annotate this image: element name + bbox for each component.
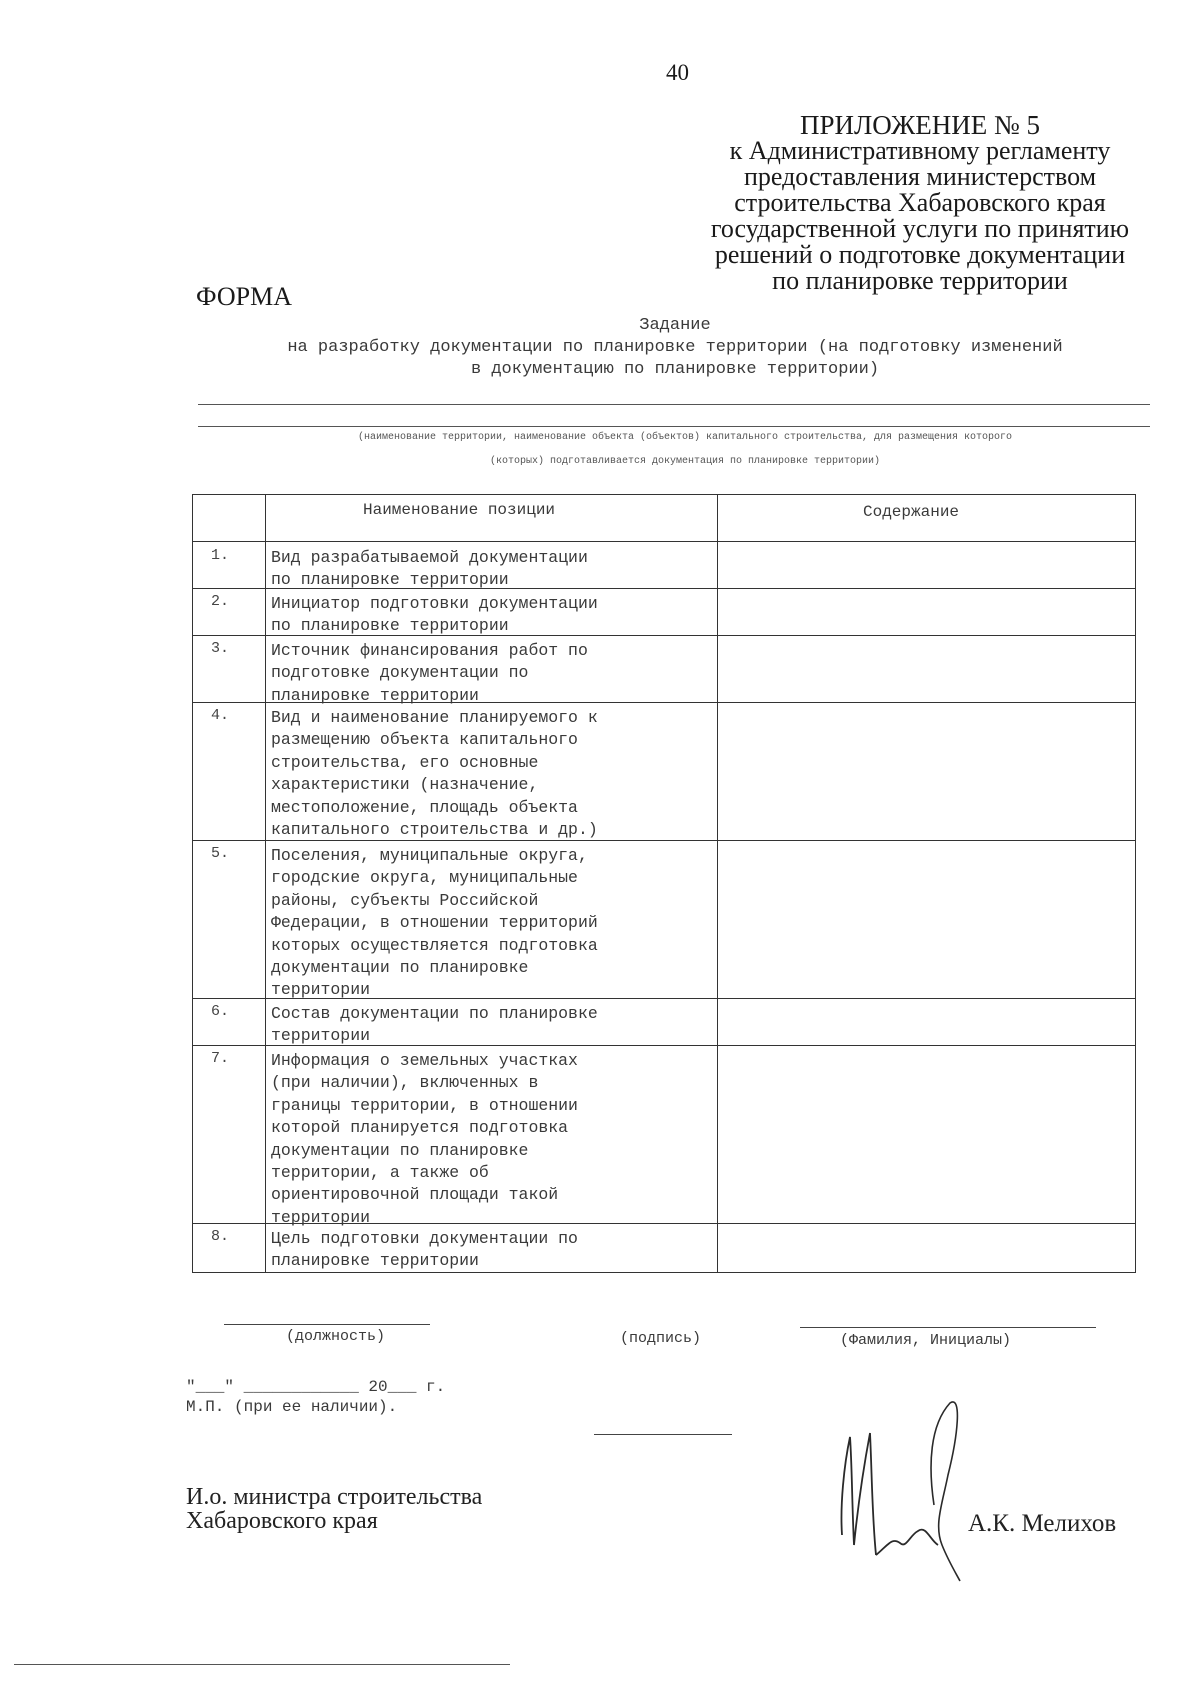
row-position: Вид разрабатываемой документации по планировке территории [271, 548, 588, 590]
table-column-divider-2 [717, 495, 718, 1272]
position-caption: (должность) [286, 1328, 386, 1345]
appendix-header [640, 112, 1200, 294]
minister-title-line-2: Хабаровского края [186, 1508, 378, 1534]
row-number: 7. [211, 1050, 230, 1067]
date-line: "___" ____________ 20___ г. [186, 1378, 446, 1396]
appendix-line-6: решений о подготовке документации [714, 240, 1126, 269]
header-content: Содержание [863, 503, 960, 521]
header-position: Наименование позиции [363, 501, 556, 519]
form-label: ФОРМА [196, 282, 292, 311]
task-line-2: в документацию по планировке территории) [470, 360, 880, 379]
minister-title [186, 1485, 482, 1533]
row-number: 2. [211, 593, 230, 610]
signature-caption: (подпись) [620, 1330, 702, 1347]
territory-caption-line-1: (наименование территории, наименование объекта (объектов) капитального строительства, для размещения которого [357, 432, 1013, 443]
territory-caption-line-2: (которых) подготавливается документация по планировке территории) [489, 456, 881, 467]
appendix-line-7: по планировке территории [772, 266, 1068, 295]
row-number: 4. [211, 707, 230, 724]
row-number: 6. [211, 1003, 230, 1020]
table-row-divider [193, 541, 1135, 542]
task-title [190, 315, 1160, 381]
territory-fill-line-1 [198, 404, 1150, 405]
name-signature-line [800, 1327, 1096, 1328]
task-table [192, 494, 1136, 1273]
minister-title-line-1: И.о. министра строительства [186, 1484, 483, 1510]
appendix-line-5: государственной услуги по принятию [710, 214, 1130, 243]
row-position: Источник финансирования работ по подготовке документации по планировке территории [271, 641, 588, 705]
footer-rule [14, 1664, 510, 1665]
table-column-divider-1 [265, 495, 266, 1272]
territory-caption [220, 428, 1150, 474]
handwritten-signature [830, 1395, 990, 1585]
stamp-note: М.П. (при ее наличии). [186, 1398, 398, 1416]
row-number: 5. [211, 845, 230, 862]
signature-blank-line [594, 1434, 732, 1435]
row-position: Инициатор подготовки документации по планировке территории [271, 594, 598, 636]
row-position: Состав документации по планировке территории [271, 1004, 598, 1046]
appendix-line-2: к Административному регламенту [729, 136, 1111, 165]
appendix-line-3: предоставления министерством [743, 162, 1097, 191]
row-position: Цель подготовки документации по планировке территории [271, 1229, 578, 1271]
position-signature-line [224, 1324, 430, 1325]
task-line-1: на разработку документации по планировке территории (на подготовку изменений [287, 338, 1063, 357]
row-position: Информация о земельных участках (при наличии), включенных в границы территории, в отношении которой планируется подготовка документации по планировке территории, а также об ориентировочной площади такой территории [271, 1051, 578, 1227]
name-caption: (Фамилия, Инициалы) [840, 1332, 1012, 1349]
row-number: 8. [211, 1228, 230, 1245]
row-position: Вид и наименование планируемого к размещению объекта капитального строительства, его основные характеристики (назначение, местоположение, площадь объекта капитального строительства и др.) [271, 708, 598, 840]
row-number: 1. [211, 547, 230, 564]
page-number: 40 [666, 60, 689, 85]
row-position: Поселения, муниципальные округа, городские округа, муниципальные районы, субъекты Российской Федерации, в отношении территорий которых осуществляется подготовка документации по планировке территории [271, 846, 598, 1000]
appendix-title: ПРИЛОЖЕНИЕ № 5 [799, 110, 1041, 140]
appendix-line-4: строительства Хабаровского края [734, 188, 1106, 217]
task-heading: Задание [639, 316, 711, 335]
row-number: 3. [211, 640, 230, 657]
signer-name: А.К. Мелихов [968, 1510, 1117, 1537]
